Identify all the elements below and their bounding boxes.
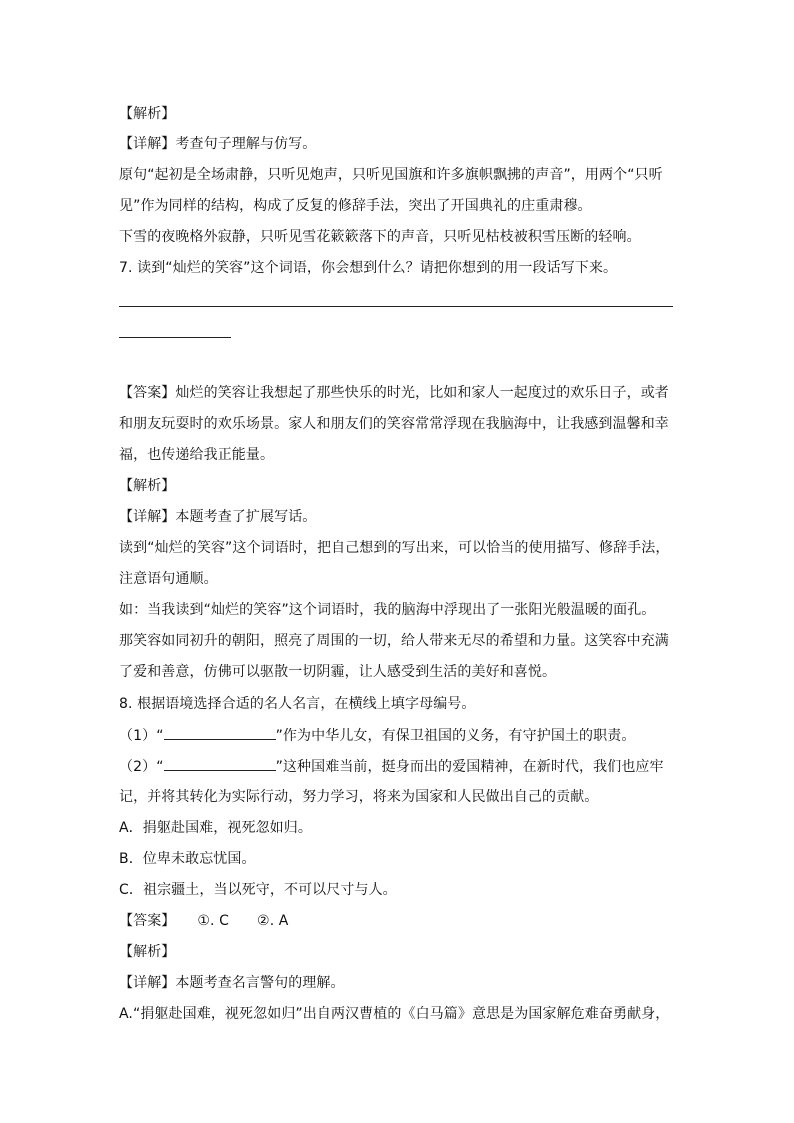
q7-xiangjie: 【详解】本题考查了扩展写话。 (119, 509, 317, 525)
q8-answer-label: 【答案】 (119, 913, 176, 929)
q7-question: 7. 读到“灿烂的笑容”这个词语，你会想到什么？请把你想到的用一段话写下来。 (119, 260, 618, 276)
q8-item-2-suffix: ”这种国难当前，挺身而出的爱国精神，在新时代，我们也应牢 (275, 759, 664, 775)
q8-answer (119, 911, 288, 931)
q7-answer-rule-1[interactable] (119, 306, 673, 307)
q6-example-sentence: 下雪的夜晚格外寂静，只听见雪花簌簌落下的声音，只听见枯枝被积雪压断的轻响。 (119, 229, 641, 245)
q7-example-line-1: 如：当我读到“灿烂的笑容”这个词语时，我的脑海中浮现出了一张阳光般温暖的面孔。 (119, 602, 656, 618)
q8-item-1-suffix: ”作为中华儿女，有保卫祖国的义务，有守护国土的职责。 (275, 728, 636, 744)
q8-xiangjie: 【详解】本题考查名言警句的理解。 (119, 975, 345, 991)
q8-analysis-line-1: A.“捐躯赴国难，视死忽如归”出自两汉曹植的《白马篇》意思是为国家解危难奋勇献身， (119, 1006, 670, 1022)
q7-analysis-line-2: 注意语句通顺。 (119, 571, 218, 587)
q8-question: 8. 根据语境选择合适的名人名言，在横线上填字母编号。 (119, 696, 476, 712)
q7-answer-line-2: 和朋友玩耍时的欢乐场景。家人和朋友们的笑容常常浮现在我脑海中，让我感到温馨和幸 (119, 416, 669, 432)
q8-option-b: B．位卑未敢忘忧国。 (119, 851, 256, 867)
q8-item-2 (119, 756, 664, 777)
q7-example-line-3: 了爱和善意，仿佛可以驱散一切阴霾，让人感受到生活的美好和喜悦。 (119, 664, 557, 680)
q6-xiangjie: 【详解】考查句子理解与仿写。 (119, 136, 317, 152)
q8-item-1 (119, 725, 635, 746)
q8-jiexi-heading: 【解析】 (119, 944, 176, 960)
q8-item-1-prefix: （1）“ (119, 728, 164, 744)
q7-answer-line-3: 福，也传递给我正能量。 (119, 447, 275, 463)
q7-example-line-2: 那笑容如同初升的朝阳，照亮了周围的一切，给人带来无尽的希望和力量。这笑容中充满 (119, 633, 669, 649)
q8-option-a: A．捐躯赴国难，视死忽如归。 (119, 820, 312, 836)
q7-answer-rule-2[interactable] (119, 337, 231, 338)
q6-jiexi-heading: 【解析】 (119, 106, 176, 122)
q8-item-2-blank[interactable] (164, 756, 276, 771)
q8-item-2-continuation: 记，并将其转化为实际行动，努力学习，将来为国家和人民做出自己的贡献。 (119, 789, 599, 805)
q8-answer-1: ①. C (197, 913, 230, 929)
q8-item-2-prefix: （2）“ (119, 759, 164, 775)
q8-option-c: C．祖宗疆土，当以死守，不可以尺寸与人。 (119, 882, 397, 898)
q8-answer-2: ②. A (257, 913, 289, 929)
q7-analysis-line-1: 读到“灿烂的笑容”这个词语时，把自己想到的写出来，可以恰当的使用描写、修辞手法， (119, 540, 670, 556)
q8-item-1-blank[interactable] (164, 725, 276, 740)
q6-analysis-line-1: 原句“起初是全场肃静，只听见炮声，只听见国旗和许多旗帜飘拂的声音”，用两个“只听 (119, 167, 663, 183)
q7-answer-line-1: 【答案】灿烂的笑容让我想起了那些快乐的时光，比如和家人一起度过的欢乐日子，或者 (119, 385, 669, 401)
q7-jiexi-heading: 【解析】 (119, 478, 176, 494)
q6-analysis-line-2: 见”作为同样的结构，构成了反复的修辞手法，突出了开国典礼的庄重肃穆。 (119, 198, 592, 214)
